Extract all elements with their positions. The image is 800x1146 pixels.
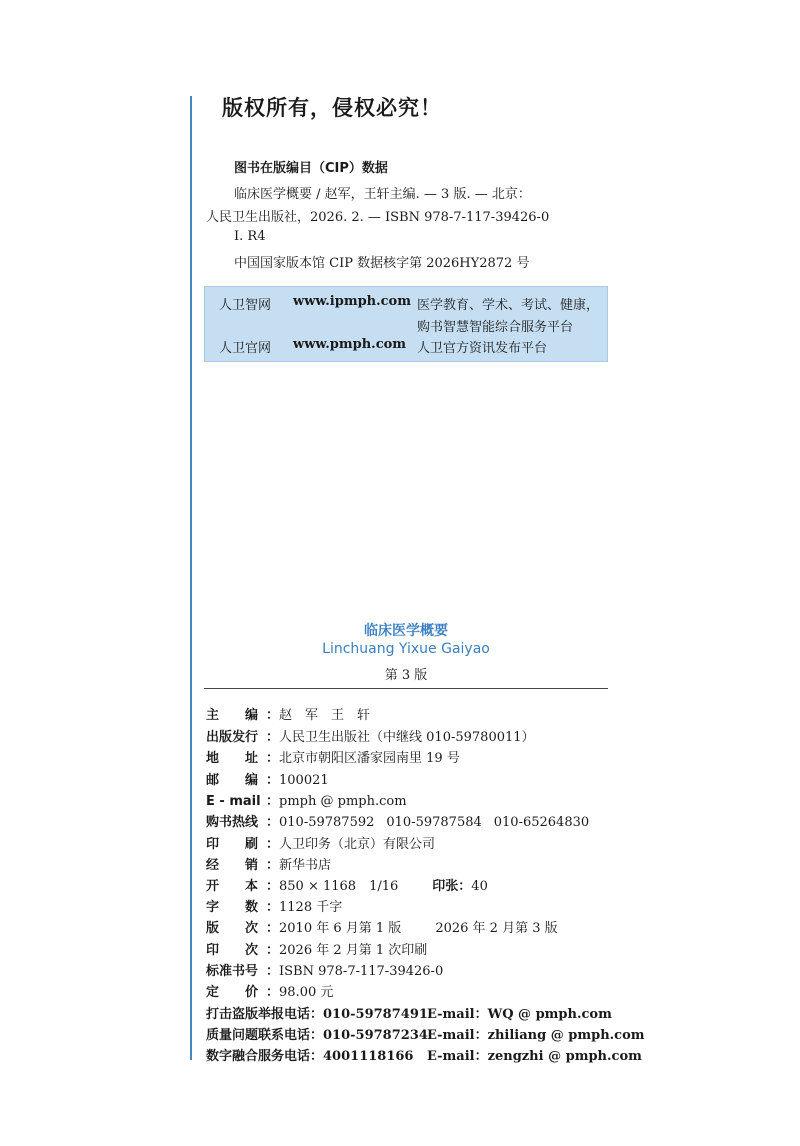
contact-label: 打击盗版举报电话： — [206, 1007, 324, 1022]
info-isbn: 标准书号 ：ISBN 978-7-117-39426-0 — [206, 960, 443, 979]
copyright-notice: 版权所有，侵权必究！ — [222, 96, 442, 120]
info-price: 定 价 ：98.00 元 — [206, 981, 333, 1000]
website-description: 人卫官方资讯发布平台 — [417, 341, 548, 356]
info-format: 开 本 ：850 × 1168 1/16 印张：40 — [206, 875, 488, 894]
info-value: 2026 年 2 月第 3 版 — [435, 921, 558, 936]
info-value[interactable]: pmph @ pmph.com — [279, 794, 407, 809]
book-edition: 第 3 版 — [384, 668, 428, 683]
info-printing: 印 次 ：2026 年 2 月第 1 次印刷 — [206, 939, 427, 958]
info-value: 2010 年 6 月第 1 版 — [279, 921, 402, 936]
info-email: E - mail ：pmph @ pmph.com — [206, 794, 407, 809]
info-hotline: 购书热线 ：010-59787592 010-59787584 010-65264830 — [206, 811, 589, 830]
contact-phone: 010-59787234 — [323, 1028, 428, 1043]
cip-heading: 图书在版编目（CIP）数据 — [234, 161, 388, 176]
info-label: 定 价 — [206, 985, 259, 1000]
info-label: 印张 — [432, 879, 459, 894]
info-label: 印 刷 — [206, 837, 259, 852]
info-label: 字 数 — [206, 900, 259, 915]
info-value: 1128 千字 — [279, 900, 343, 915]
info-label: 印 次 — [206, 943, 259, 958]
info-editions: 版 次 ：2010 年 6 月第 1 版 2026 年 2 月第 3 版 — [206, 917, 558, 936]
cip-line: 人民卫生出版社，2026. 2. — ISBN 978-7-117-39426-0 — [206, 210, 550, 225]
website-box — [204, 286, 608, 362]
website-url[interactable]: www.ipmph.com — [293, 294, 411, 309]
info-label: 版 次 — [206, 921, 259, 936]
website-name: 人卫智网 — [219, 298, 272, 313]
info-value: 赵 军 王 轩 — [279, 708, 371, 723]
margin-rule — [190, 96, 192, 1060]
info-value: 人卫印务（北京）有限公司 — [279, 837, 436, 852]
info-label: 地 址 — [206, 751, 259, 766]
info-value: 新华书店 — [279, 858, 332, 873]
cip-line: 中国国家版本馆 CIP 数据核字第 2026HY2872 号 — [234, 256, 530, 271]
info-printer: 印 刷 ：人卫印务（北京）有限公司 — [206, 833, 435, 852]
contact-phone: 010-59787491 — [323, 1007, 428, 1022]
info-value: 40 — [471, 879, 488, 894]
contact-email[interactable]: E-mail：zhiliang @ pmph.com — [427, 1028, 645, 1043]
info-label: E - mail — [206, 794, 261, 809]
info-label: 邮 编 — [206, 773, 259, 788]
website-description: 购书智慧智能综合服务平台 — [417, 320, 574, 335]
info-label: 主 编 — [206, 708, 259, 723]
info-distributor: 经 销 ：新华书店 — [206, 854, 331, 873]
book-title: 临床医学概要 — [364, 623, 448, 639]
website-url[interactable]: www.pmph.com — [293, 337, 407, 352]
info-label: 出版发行 — [206, 730, 259, 745]
contact-row — [206, 1024, 645, 1043]
info-value: 010-59787584 — [386, 815, 482, 830]
info-publisher: 出版发行 ：人民卫生出版社（中继线 010-59780011） — [206, 726, 535, 745]
info-words: 字 数 ：1128 千字 — [206, 896, 342, 915]
contact-label: 质量问题联系电话： — [206, 1028, 324, 1043]
info-value: 010-65264830 — [493, 815, 590, 830]
divider — [204, 688, 608, 689]
info-editor: 主 编 ：赵 军 王 轩 — [206, 704, 370, 723]
info-address: 地 址 ：北京市朝阳区潘家园南里 19 号 — [206, 747, 460, 766]
info-label: 经 销 — [206, 858, 259, 873]
website-name: 人卫官网 — [219, 341, 272, 356]
info-value: 北京市朝阳区潘家园南里 19 号 — [279, 751, 460, 766]
contact-email[interactable]: E-mail：zengzhi @ pmph.com — [427, 1049, 642, 1064]
info-label: 开 本 — [206, 879, 259, 894]
contact-label: 数字融合服务电话： — [206, 1049, 324, 1064]
info-value: 人民卫生出版社（中继线 010-59780011） — [279, 730, 535, 745]
cip-line: 临床医学概要 / 赵军，王轩主编. — 3 版. — 北京： — [234, 187, 531, 202]
website-description: 医学教育、学术、考试、健康， — [417, 298, 600, 313]
info-value: ISBN 978-7-117-39426-0 — [279, 964, 444, 979]
info-value: 850 × 1168 1/16 — [279, 879, 399, 894]
info-label: 标准书号 — [206, 964, 259, 979]
cip-line: Ⅰ. R4 — [234, 229, 266, 244]
info-value: 010-59787592 — [279, 815, 375, 830]
info-label: 购书热线 — [206, 815, 259, 830]
contact-email[interactable]: E-mail：WQ @ pmph.com — [427, 1007, 612, 1022]
info-value: 2026 年 2 月第 1 次印刷 — [279, 943, 428, 958]
info-postcode: 邮 编 ：100021 — [206, 769, 329, 788]
contact-row — [206, 1003, 612, 1022]
contact-phone: 4001118166 — [323, 1049, 414, 1064]
contact-row — [206, 1045, 642, 1064]
book-pinyin: Linchuang Yixue Gaiyao — [322, 641, 490, 657]
info-value: 100021 — [279, 773, 329, 788]
info-value: 98.00 元 — [279, 985, 334, 1000]
